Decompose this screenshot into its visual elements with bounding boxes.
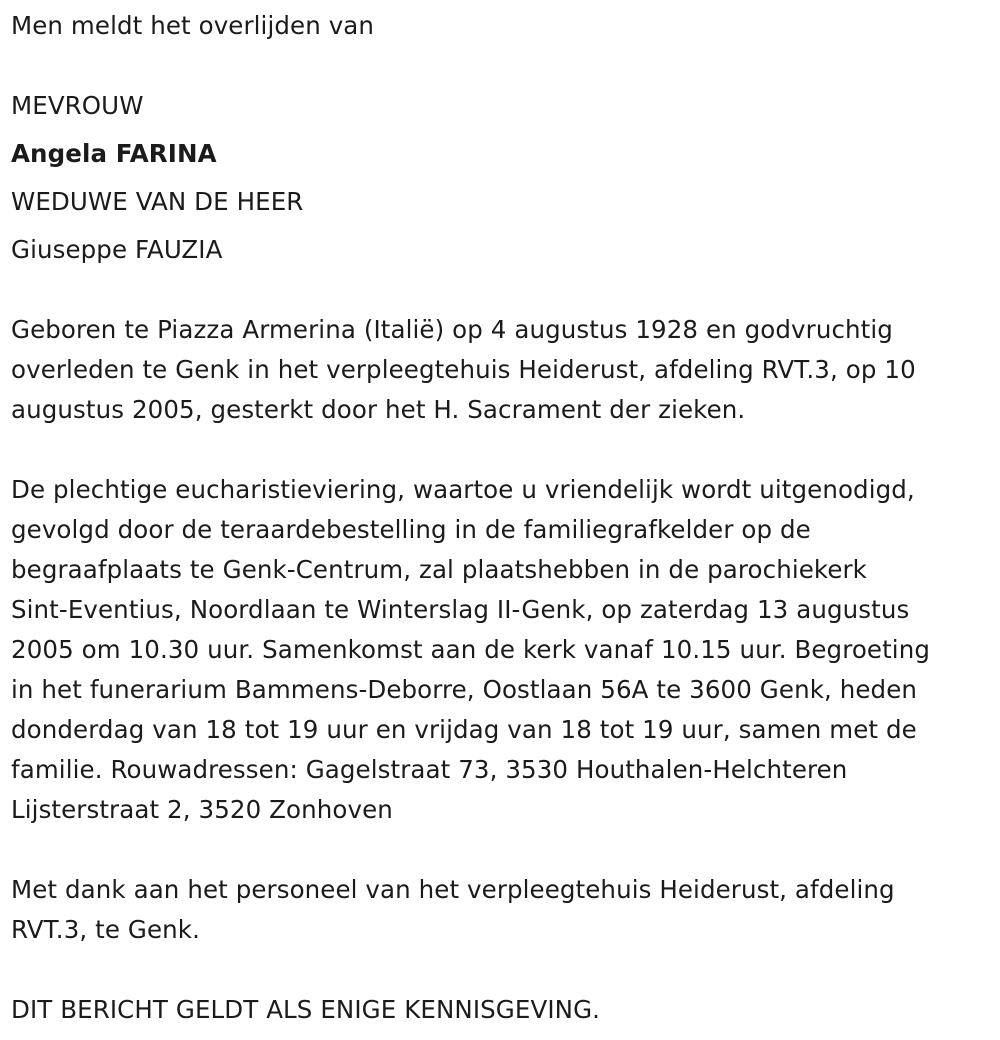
ceremony-line: in het funerarium Bammens-Deborre, Oostlaan 56A te 3600 Genk, heden [11,675,918,704]
ceremony-line: donderdag van 18 tot 19 uur en vrijdag van 18 tot 19 uur, samen met de [11,715,917,744]
ceremony-line: De plechtige eucharistieviering, waartoe u vriendelijk wordt uitgenodigd, [11,475,915,504]
title-line: MEVROUW [11,91,144,120]
birth-line: overleden te Genk in het verpleegtehuis Heiderust, afdeling RVT.3, op 10 [11,355,916,384]
death-notice [11,6,996,1030]
thanks-line: RVT.3, te Genk. [11,915,200,944]
spouse-name: Giuseppe FAUZIA [11,235,223,264]
ceremony-paragraph [11,470,996,830]
birth-paragraph [11,310,996,430]
deceased-name: Angela FARINA [11,139,217,168]
widow-line: WEDUWE VAN DE HEER [11,187,304,216]
thanks-paragraph [11,870,996,950]
ceremony-line: gevolgd door de teraardebestelling in de familiegrafkelder op de [11,515,811,544]
ceremony-line: 2005 om 10.30 uur. Samenkomst aan de kerk vanaf 10.15 uur. Begroeting [11,635,930,664]
ceremony-line: Sint-Eventius, Noordlaan te Winterslag II-Genk, op zaterdag 13 augustus [11,595,910,624]
thanks-line: Met dank aan het personeel van het verpleegtehuis Heiderust, afdeling [11,875,895,904]
closing-line: DIT BERICHT GELDT ALS ENIGE KENNISGEVING. [11,995,601,1024]
closing-paragraph [11,990,996,1030]
intro-paragraph [11,6,996,46]
ceremony-line: Lijsterstraat 2, 3520 Zonhoven [11,795,393,824]
ceremony-line: begraafplaats te Genk-Centrum, zal plaatshebben in de parochiekerk [11,555,867,584]
birth-line: augustus 2005, gesterkt door het H. Sacrament der zieken. [11,395,746,424]
name-block [11,82,996,274]
ceremony-line: familie. Rouwadressen: Gagelstraat 73, 3530 Houthalen-Helchteren [11,755,848,784]
birth-line: Geboren te Piazza Armerina (Italië) op 4 augustus 1928 en godvruchtig [11,315,893,344]
intro-line: Men meldt het overlijden van [11,11,375,40]
